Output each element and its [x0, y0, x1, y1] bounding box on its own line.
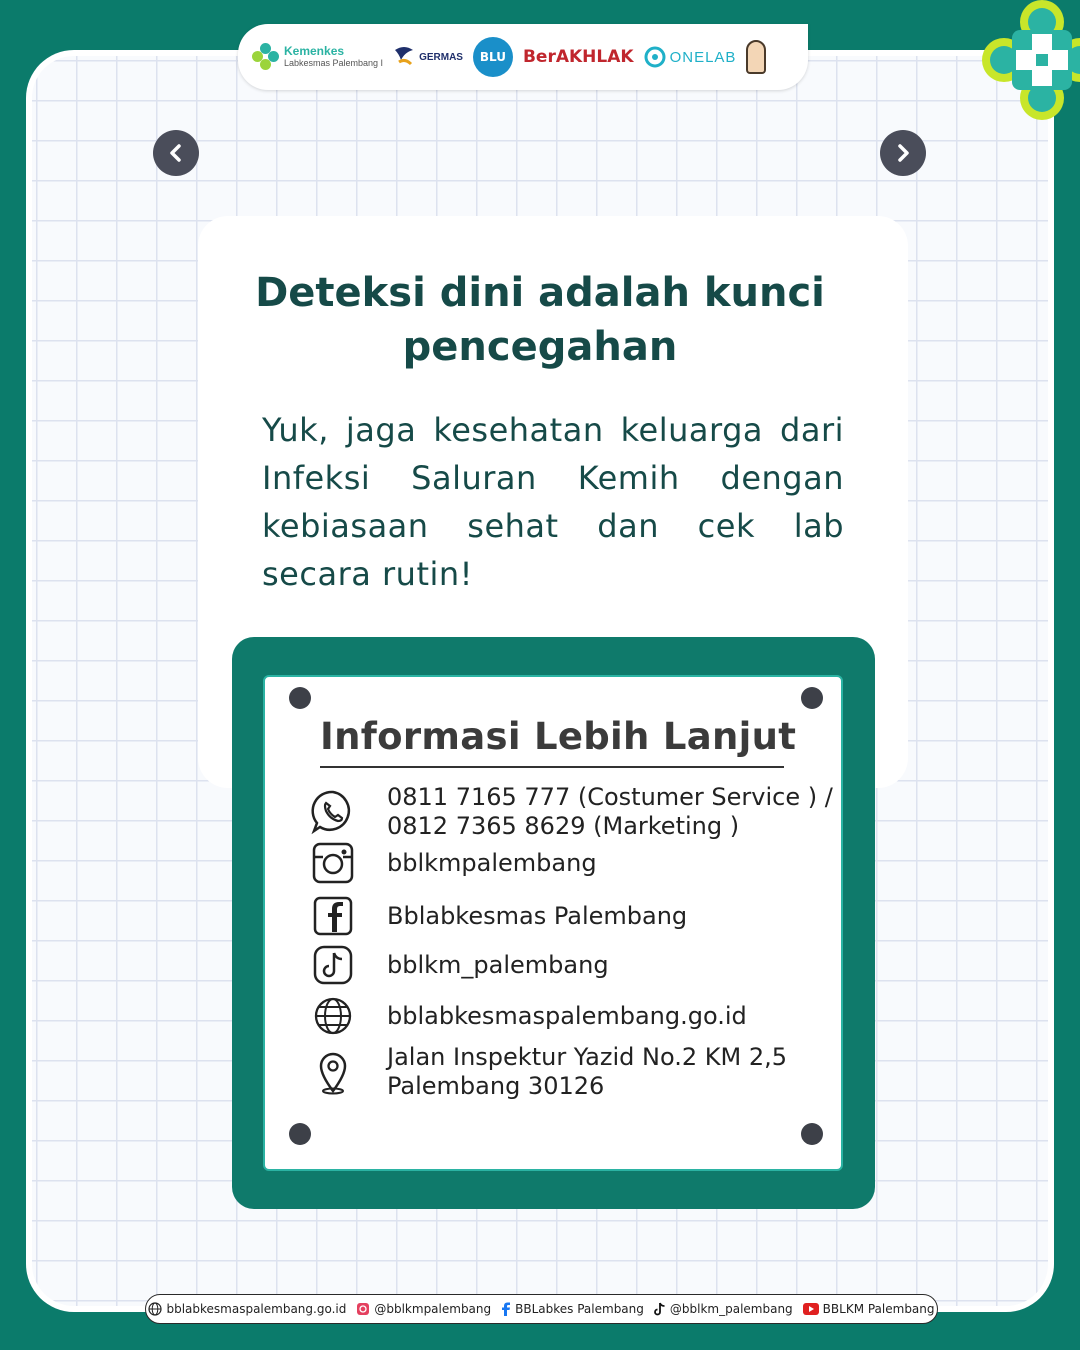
- screw-icon: [801, 687, 823, 709]
- kemenkes-unit: Labkesmas Palembang I: [284, 58, 384, 68]
- chevron-right-icon: [893, 143, 913, 163]
- info-row-website: [310, 993, 747, 1039]
- instagram-icon: [311, 841, 355, 885]
- kemenkes-logo: [252, 43, 383, 71]
- footer-instagram[interactable]: [356, 1302, 491, 1316]
- onelab-logo: [644, 46, 737, 68]
- card-title: Deteksi dini adalah kunci pencegahan: [255, 270, 825, 370]
- kemenkes-name: Kemenkes: [284, 44, 345, 58]
- address-line1: Jalan Inspektur Yazid No.2 KM 2,5: [387, 1043, 787, 1071]
- footer-website-label: bblabkesmaspalembang.go.id: [166, 1302, 347, 1316]
- onelab-mark-icon: [644, 46, 666, 68]
- berakhlak-logo: [523, 48, 634, 66]
- address-line2: Palembang 30126: [387, 1072, 605, 1100]
- info-row-phone: [310, 783, 833, 841]
- berakhlak-label: BerAKHLAK: [522, 47, 634, 67]
- footer-website[interactable]: [148, 1302, 346, 1316]
- instagram-icon: [356, 1302, 370, 1316]
- screw-icon: [289, 1123, 311, 1145]
- kemenkes-mark-icon: [252, 43, 280, 71]
- whatsapp-icon: [310, 789, 356, 835]
- globe-icon: [312, 995, 354, 1037]
- website-url: bblabkesmaspalembang.go.id: [387, 1001, 747, 1030]
- footer-tiktok[interactable]: [654, 1302, 793, 1316]
- footer-youtube-label: BBLKM Palembang: [822, 1302, 935, 1316]
- facebook-icon: [501, 1302, 511, 1316]
- tiktok-icon: [654, 1302, 666, 1316]
- footer-youtube[interactable]: [803, 1302, 935, 1316]
- onelab-label: ONELAB: [669, 48, 737, 66]
- germas-logo: [393, 42, 463, 72]
- chevron-left-icon: [166, 143, 186, 163]
- location-pin-icon: [313, 1049, 353, 1095]
- footer-instagram-label: @bblkmpalembang: [374, 1302, 492, 1316]
- footer-facebook[interactable]: [501, 1302, 644, 1316]
- facebook-icon: [312, 895, 354, 937]
- footer-facebook-label: BBLabkes Palembang: [515, 1302, 644, 1316]
- facebook-handle: Bblabkesmas Palembang: [387, 901, 688, 930]
- germas-bird-icon: [393, 42, 415, 72]
- next-button[interactable]: [880, 130, 926, 176]
- info-title-underline: [320, 766, 784, 768]
- info-row-instagram: [310, 840, 597, 886]
- logo-bar: [238, 24, 808, 90]
- globe-icon: [148, 1302, 162, 1316]
- phone-line2: 0812 7365 8629 (Marketing ): [387, 812, 740, 840]
- info-title: Informasi Lebih Lanjut: [320, 715, 797, 758]
- kemenkes-corner-logo-icon: [952, 0, 1080, 150]
- footer-bar: [145, 1294, 938, 1324]
- footer-tiktok-label: @bblkm_palembang: [669, 1302, 793, 1316]
- youtube-icon: [803, 1303, 819, 1315]
- screw-icon: [801, 1123, 823, 1145]
- mascot-icon: [746, 40, 766, 74]
- info-row-facebook: [310, 893, 687, 939]
- tiktok-handle: bblkm_palembang: [387, 950, 609, 979]
- prev-button[interactable]: [153, 130, 199, 176]
- instagram-handle: bblkmpalembang: [387, 848, 597, 877]
- germas-label: GERMAS: [419, 51, 463, 63]
- info-row-address: [310, 1043, 787, 1101]
- card-body: Yuk, jaga kesehatan keluarga dari Infeksi Saluran Kemih dengan kebiasaan sehat dan cek lab secara rutin!: [262, 411, 844, 593]
- info-row-tiktok: [310, 942, 609, 988]
- screw-icon: [289, 687, 311, 709]
- phone-line1: 0811 7165 777 (Costumer Service ) /: [387, 783, 833, 811]
- tiktok-icon: [312, 944, 354, 986]
- blu-logo: BLU: [473, 37, 513, 77]
